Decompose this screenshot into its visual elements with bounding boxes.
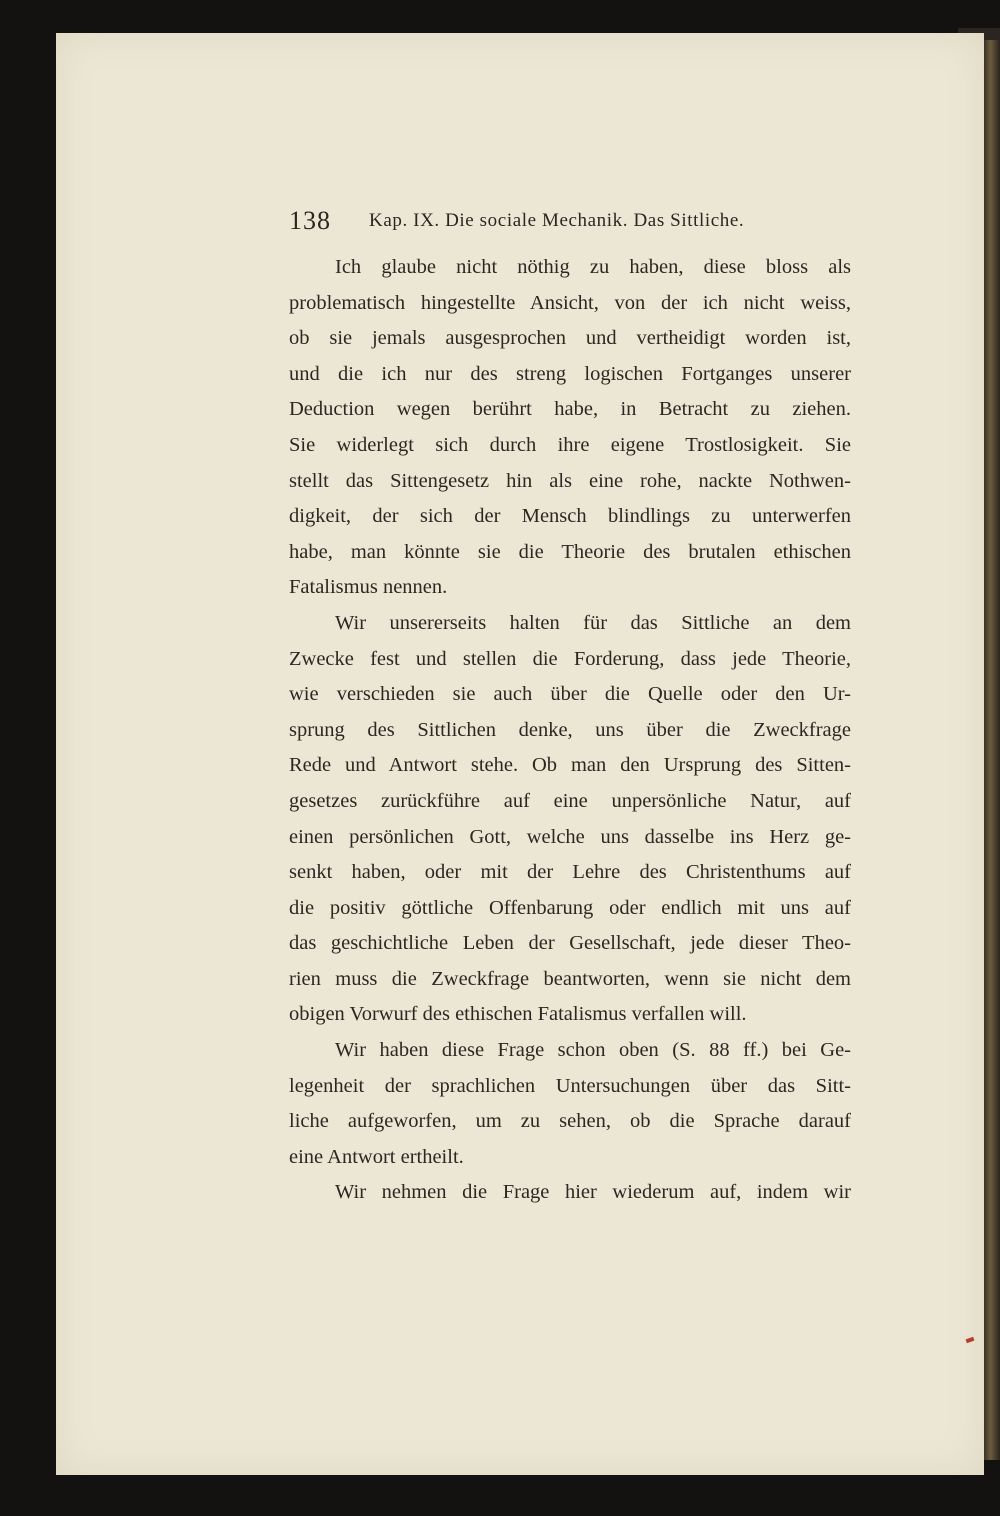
text-line: Wir nehmen die Frage hier wiederum auf, indem wir <box>335 1181 851 1204</box>
text-line: eine Antwort ertheilt. <box>289 1145 464 1168</box>
paragraph <box>289 1033 851 1175</box>
paragraph <box>289 606 851 1033</box>
text-line: die positiv göttliche Offenbarung oder endlich mit uns auf <box>289 896 851 919</box>
chapter-title: Kap. IX. Die sociale Mechanik. Das Sittliche. <box>369 210 745 231</box>
paragraph <box>289 250 851 606</box>
text-line: Zwecke fest und stellen die Forderung, dass jede Theorie, <box>289 647 851 670</box>
text-line: Ich glaube nicht nöthig zu haben, diese bloss als <box>335 256 851 278</box>
running-head <box>289 206 759 236</box>
text-line: problematisch hingestellte Ansicht, von der ich nicht weiss, <box>289 291 851 314</box>
text-line: liche aufgeworfen, um zu sehen, ob die Sprache darauf <box>289 1110 851 1133</box>
text-line: das geschichtliche Leben der Gesellschaft, jede dieser Theo- <box>289 932 851 955</box>
paragraph <box>289 1175 851 1211</box>
book-edge <box>984 40 1000 1460</box>
text-line: rien muss die Zweckfrage beantworten, wenn sie nicht dem <box>289 967 851 990</box>
text-line: gesetzes zurückführe auf eine unpersönliche Natur, auf <box>289 789 851 812</box>
text-line: senkt haben, oder mit der Lehre des Christenthums auf <box>289 861 851 884</box>
text-line: wie verschieden sie auch über die Quelle oder den Ur- <box>289 683 851 706</box>
text-line: Wir haben diese Frage schon oben (S. 88 ff.) bei Ge- <box>335 1039 851 1062</box>
text-line: Rede und Antwort stehe. Ob man den Ursprung des Sitten- <box>289 754 851 777</box>
page-number: 138 <box>289 206 331 235</box>
text-line: Sie widerlegt sich durch ihre eigene Trostlosigkeit. Sie <box>289 433 851 456</box>
text-line: stellt das Sittengesetz hin als eine rohe, nackte Nothwen- <box>289 469 851 492</box>
body-text <box>289 250 851 1211</box>
text-line: Wir unsererseits halten für das Sittliche an dem <box>335 611 851 634</box>
text-line: digkeit, der sich der Mensch blindlings zu unterwerfen <box>289 505 851 528</box>
text-line: obigen Vorwurf des ethischen Fatalismus verfallen will. <box>289 1003 747 1026</box>
text-line: sprung des Sittlichen denke, uns über die Zweckfrage <box>289 718 851 741</box>
text-line: ob sie jemals ausgesprochen und vertheidigt worden ist, <box>289 327 851 350</box>
text-line: Deduction wegen berührt habe, in Betracht zu ziehen. <box>289 398 851 421</box>
text-line: habe, man könnte sie die Theorie des brutalen ethischen <box>289 540 851 563</box>
text-line: einen persönlichen Gott, welche uns dasselbe ins Herz ge- <box>289 825 851 848</box>
text-line: und die ich nur des streng logischen Fortganges unserer <box>289 362 851 385</box>
text-line: Fatalismus nennen. <box>289 576 448 599</box>
text-line: legenheit der sprachlichen Untersuchungen über das Sitt- <box>289 1074 851 1097</box>
